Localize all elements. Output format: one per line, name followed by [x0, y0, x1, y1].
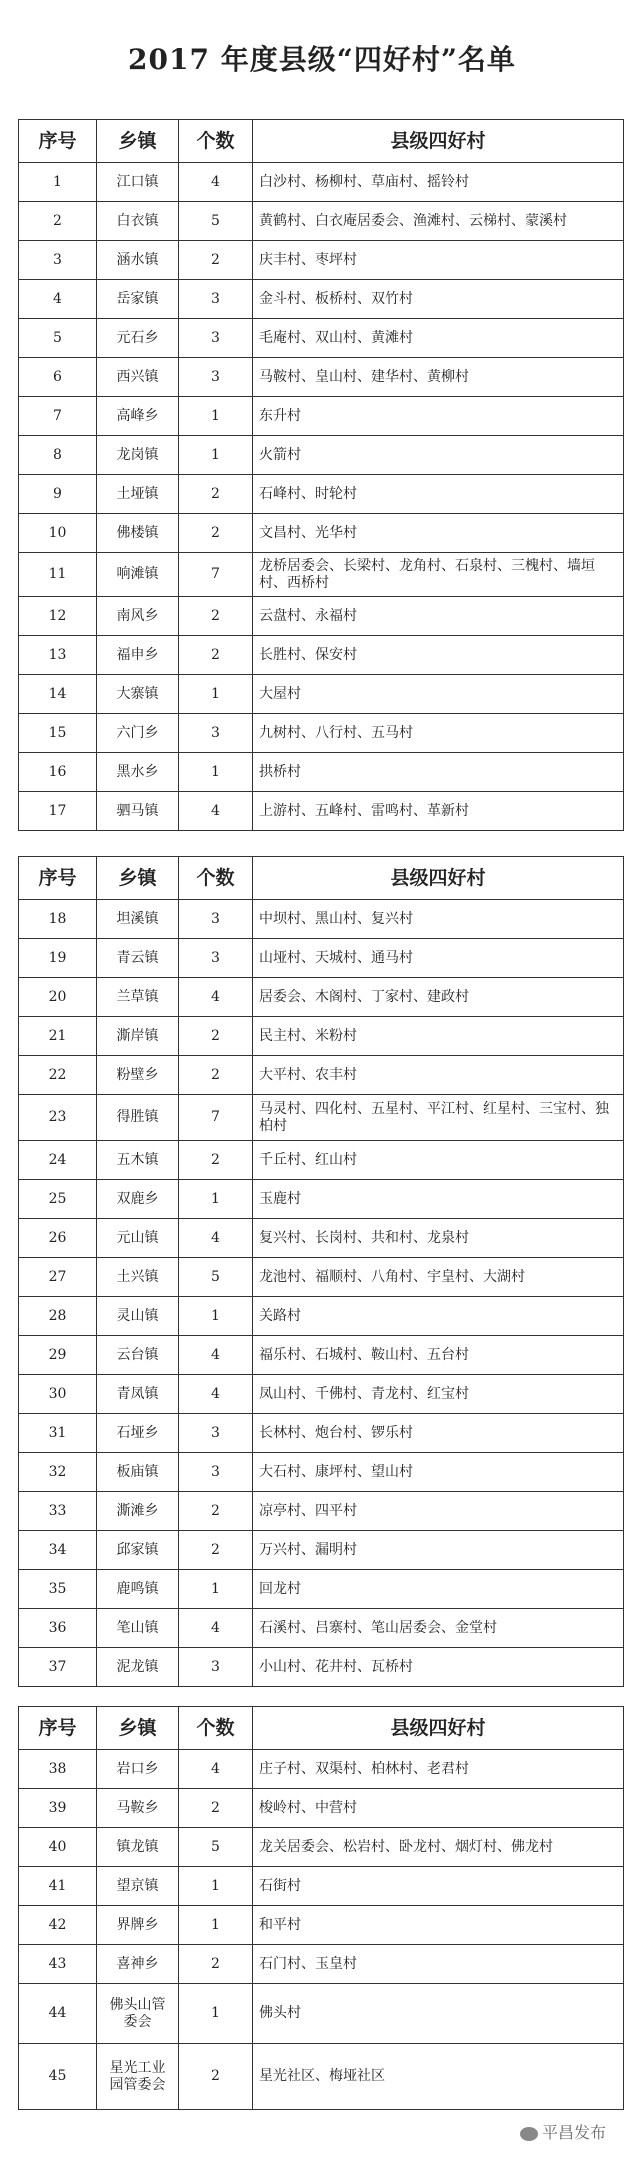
- cell-town: 西兴镇: [97, 358, 179, 397]
- table-row: [19, 753, 624, 792]
- cell-villages: 长林村、炮台村、锣乐村: [253, 1414, 624, 1453]
- table-row: [19, 1336, 624, 1375]
- cell-town: 大寨镇: [97, 675, 179, 714]
- cell-town: 星光工业园管委会: [97, 2044, 179, 2110]
- header-count: 个数: [179, 1707, 253, 1750]
- cell-count: 2: [179, 1492, 253, 1531]
- table-row: [19, 1453, 624, 1492]
- cell-town: 黑水乡: [97, 753, 179, 792]
- cell-town: 板庙镇: [97, 1453, 179, 1492]
- cell-town: 兰草镇: [97, 978, 179, 1017]
- cell-villages: 凉亭村、四平村: [253, 1492, 624, 1531]
- cell-seq: 17: [19, 792, 97, 831]
- cell-town: 镇龙镇: [97, 1828, 179, 1867]
- cell-villages: 白沙村、杨柳村、草庙村、摇铃村: [253, 163, 624, 202]
- header-villages: 县级四好村: [253, 1707, 624, 1750]
- table-row: [19, 202, 624, 241]
- table-row: [19, 1297, 624, 1336]
- header-villages: 县级四好村: [253, 120, 624, 163]
- cell-seq: 5: [19, 319, 97, 358]
- cell-town: 澌滩乡: [97, 1492, 179, 1531]
- cell-count: 3: [179, 1648, 253, 1687]
- cell-town: 佛楼镇: [97, 514, 179, 553]
- cell-town: 龙岗镇: [97, 436, 179, 475]
- cell-town: 白衣镇: [97, 202, 179, 241]
- table-row: [19, 939, 624, 978]
- cell-count: 2: [179, 1017, 253, 1056]
- cell-town: 邱家镇: [97, 1531, 179, 1570]
- table-row: [19, 636, 624, 675]
- cell-town: 灵山镇: [97, 1297, 179, 1336]
- cell-count: 2: [179, 475, 253, 514]
- cell-count: 7: [179, 1095, 253, 1141]
- cell-town: 粉壁乡: [97, 1056, 179, 1095]
- cell-seq: 12: [19, 597, 97, 636]
- table-row: [19, 241, 624, 280]
- cell-town: 望京镇: [97, 1867, 179, 1906]
- cell-villages: 拱桥村: [253, 753, 624, 792]
- cell-seq: 22: [19, 1056, 97, 1095]
- cell-villages: 东升村: [253, 397, 624, 436]
- table-row: [19, 514, 624, 553]
- table-row: [19, 1828, 624, 1867]
- cell-count: 4: [179, 978, 253, 1017]
- table-header-row: [19, 857, 624, 900]
- cell-count: 2: [179, 1945, 253, 1984]
- cell-count: 3: [179, 1453, 253, 1492]
- header-town: 乡镇: [97, 120, 179, 163]
- cell-villages: 黄鹤村、白衣庵居委会、渔滩村、云梯村、蒙溪村: [253, 202, 624, 241]
- cell-villages: 中坝村、黑山村、复兴村: [253, 900, 624, 939]
- cell-town: 驷马镇: [97, 792, 179, 831]
- four-good-villages-table-part-2: [18, 856, 624, 1687]
- table-row: [19, 163, 624, 202]
- cell-seq: 8: [19, 436, 97, 475]
- cell-count: 1: [179, 397, 253, 436]
- cell-seq: 28: [19, 1297, 97, 1336]
- table-row: [19, 1531, 624, 1570]
- cell-town: 界牌乡: [97, 1906, 179, 1945]
- cell-town: 涵水镇: [97, 241, 179, 280]
- table-row: [19, 475, 624, 514]
- cell-villages: 龙桥居委会、长梁村、龙角村、石泉村、三槐村、墙垣村、西桥村: [253, 553, 624, 597]
- table-row: [19, 792, 624, 831]
- cell-seq: 38: [19, 1750, 97, 1789]
- cell-seq: 25: [19, 1180, 97, 1219]
- cell-count: 1: [179, 1297, 253, 1336]
- cell-villages: 庄子村、双渠村、柏林村、老君村: [253, 1750, 624, 1789]
- cell-seq: 11: [19, 553, 97, 597]
- cell-seq: 4: [19, 280, 97, 319]
- table-row: [19, 1984, 624, 2044]
- cell-count: 2: [179, 1056, 253, 1095]
- watermark: [520, 2120, 606, 2143]
- cell-villages: 回龙村: [253, 1570, 624, 1609]
- cell-seq: 16: [19, 753, 97, 792]
- table-row: [19, 1056, 624, 1095]
- cell-town: 五木镇: [97, 1141, 179, 1180]
- cell-town: 笔山镇: [97, 1609, 179, 1648]
- table-row: [19, 900, 624, 939]
- table-row: [19, 1180, 624, 1219]
- cell-villages: 金斗村、板桥村、双竹村: [253, 280, 624, 319]
- header-seq: 序号: [19, 1707, 97, 1750]
- cell-seq: 43: [19, 1945, 97, 1984]
- cell-count: 3: [179, 939, 253, 978]
- cell-seq: 23: [19, 1095, 97, 1141]
- header-count: 个数: [179, 857, 253, 900]
- cell-seq: 33: [19, 1492, 97, 1531]
- header-town: 乡镇: [97, 1707, 179, 1750]
- cell-count: 2: [179, 1531, 253, 1570]
- cell-town: 澌岸镇: [97, 1017, 179, 1056]
- cell-villages: 马鞍村、皇山村、建华村、黄柳村: [253, 358, 624, 397]
- cell-seq: 13: [19, 636, 97, 675]
- cell-villages: 小山村、花井村、瓦桥村: [253, 1648, 624, 1687]
- page-title: 2017 年度县级“四好村”名单: [128, 43, 516, 76]
- cell-count: 1: [179, 436, 253, 475]
- cell-town: 岳家镇: [97, 280, 179, 319]
- cell-count: 3: [179, 1414, 253, 1453]
- cell-villages: 龙关居委会、松岩村、卧龙村、烟灯村、佛龙村: [253, 1828, 624, 1867]
- cell-count: 1: [179, 1867, 253, 1906]
- cell-town: 马鞍乡: [97, 1789, 179, 1828]
- cell-villages: 千丘村、红山村: [253, 1141, 624, 1180]
- table-row: [19, 1258, 624, 1297]
- cell-count: 1: [179, 753, 253, 792]
- cell-town: 岩口乡: [97, 1750, 179, 1789]
- cell-count: 1: [179, 1570, 253, 1609]
- cell-town: 佛头山管委会: [97, 1984, 179, 2044]
- table-row: [19, 675, 624, 714]
- table-row: [19, 1570, 624, 1609]
- cell-villages: 上游村、五峰村、雷鸣村、革新村: [253, 792, 624, 831]
- table-row: [19, 358, 624, 397]
- table-row: [19, 1017, 624, 1056]
- cell-villages: 星光社区、梅垭社区: [253, 2044, 624, 2110]
- cell-seq: 34: [19, 1531, 97, 1570]
- cell-seq: 27: [19, 1258, 97, 1297]
- header-town: 乡镇: [97, 857, 179, 900]
- cell-seq: 19: [19, 939, 97, 978]
- header-seq: 序号: [19, 857, 97, 900]
- cell-count: 7: [179, 553, 253, 597]
- cell-villages: 凤山村、千佛村、青龙村、红宝村: [253, 1375, 624, 1414]
- cell-town: 青凤镇: [97, 1375, 179, 1414]
- cell-count: 5: [179, 1258, 253, 1297]
- table-row: [19, 1219, 624, 1258]
- cell-seq: 18: [19, 900, 97, 939]
- cell-town: 福申乡: [97, 636, 179, 675]
- cell-count: 4: [179, 163, 253, 202]
- cell-count: 2: [179, 636, 253, 675]
- table-row: [19, 597, 624, 636]
- cell-count: 3: [179, 358, 253, 397]
- cell-count: 1: [179, 1906, 253, 1945]
- cell-count: 1: [179, 1984, 253, 2044]
- table-row: [19, 1789, 624, 1828]
- table-row: [19, 2044, 624, 2110]
- cell-villages: 云盘村、永福村: [253, 597, 624, 636]
- cell-town: 江口镇: [97, 163, 179, 202]
- cell-count: 4: [179, 792, 253, 831]
- cell-seq: 9: [19, 475, 97, 514]
- cell-seq: 31: [19, 1414, 97, 1453]
- cell-villages: 关路村: [253, 1297, 624, 1336]
- table-row: [19, 397, 624, 436]
- cell-count: 5: [179, 202, 253, 241]
- cell-villages: 大屋村: [253, 675, 624, 714]
- table-row: [19, 978, 624, 1017]
- header-count: 个数: [179, 120, 253, 163]
- cell-seq: 42: [19, 1906, 97, 1945]
- cell-town: 泥龙镇: [97, 1648, 179, 1687]
- cell-seq: 29: [19, 1336, 97, 1375]
- cell-villages: 毛庵村、双山村、黄滩村: [253, 319, 624, 358]
- cell-villages: 石峰村、时轮村: [253, 475, 624, 514]
- cell-seq: 24: [19, 1141, 97, 1180]
- cell-seq: 2: [19, 202, 97, 241]
- header-seq: 序号: [19, 120, 97, 163]
- cell-villages: 石街村: [253, 1867, 624, 1906]
- four-good-villages-table-part-1: [18, 119, 624, 831]
- cell-seq: 3: [19, 241, 97, 280]
- cell-seq: 20: [19, 978, 97, 1017]
- cell-count: 2: [179, 2044, 253, 2110]
- table-row: [19, 319, 624, 358]
- cell-seq: 7: [19, 397, 97, 436]
- cell-villages: 万兴村、漏明村: [253, 1531, 624, 1570]
- cell-count: 2: [179, 597, 253, 636]
- cell-villages: 火箭村: [253, 436, 624, 475]
- cell-count: 2: [179, 514, 253, 553]
- table-row: [19, 1867, 624, 1906]
- cell-count: 4: [179, 1219, 253, 1258]
- cell-town: 土垭镇: [97, 475, 179, 514]
- table-row: [19, 714, 624, 753]
- cell-town: 响滩镇: [97, 553, 179, 597]
- table-row: [19, 1095, 624, 1141]
- cell-town: 元石乡: [97, 319, 179, 358]
- table-header-row: [19, 120, 624, 163]
- cell-town: 六门乡: [97, 714, 179, 753]
- cell-seq: 14: [19, 675, 97, 714]
- cell-seq: 10: [19, 514, 97, 553]
- cell-seq: 45: [19, 2044, 97, 2110]
- cell-seq: 21: [19, 1017, 97, 1056]
- cell-count: 1: [179, 1180, 253, 1219]
- table-header-row: [19, 1707, 624, 1750]
- wechat-icon: [520, 2127, 538, 2141]
- cell-town: 青云镇: [97, 939, 179, 978]
- cell-villages: 石门村、玉皇村: [253, 1945, 624, 1984]
- cell-seq: 41: [19, 1867, 97, 1906]
- cell-count: 2: [179, 1141, 253, 1180]
- table-row: [19, 436, 624, 475]
- table-row: [19, 1750, 624, 1789]
- cell-villages: 民主村、米粉村: [253, 1017, 624, 1056]
- cell-count: 3: [179, 319, 253, 358]
- cell-seq: 37: [19, 1648, 97, 1687]
- cell-villages: 石溪村、吕寨村、笔山居委会、金堂村: [253, 1609, 624, 1648]
- cell-villages: 长胜村、保安村: [253, 636, 624, 675]
- cell-seq: 15: [19, 714, 97, 753]
- table-row: [19, 1648, 624, 1687]
- header-villages: 县级四好村: [253, 857, 624, 900]
- cell-town: 云台镇: [97, 1336, 179, 1375]
- table-row: [19, 1906, 624, 1945]
- table-row: [19, 1945, 624, 1984]
- cell-villages: 居委会、木阁村、丁家村、建政村: [253, 978, 624, 1017]
- watermark-text: 平昌发布: [542, 2123, 607, 2142]
- cell-count: 4: [179, 1336, 253, 1375]
- cell-villages: 文昌村、光华村: [253, 514, 624, 553]
- cell-villages: 复兴村、长岗村、共和村、龙泉村: [253, 1219, 624, 1258]
- cell-villages: 龙池村、福顺村、八角村、宇皇村、大湖村: [253, 1258, 624, 1297]
- four-good-villages-table-part-3: [18, 1706, 624, 2110]
- cell-villages: 马灵村、四化村、五星村、平江村、红星村、三宝村、独柏村: [253, 1095, 624, 1141]
- cell-villages: 九树村、八行村、五马村: [253, 714, 624, 753]
- cell-town: 高峰乡: [97, 397, 179, 436]
- cell-seq: 30: [19, 1375, 97, 1414]
- cell-seq: 32: [19, 1453, 97, 1492]
- cell-villages: 大石村、康坪村、望山村: [253, 1453, 624, 1492]
- table-row: [19, 1141, 624, 1180]
- cell-villages: 福乐村、石城村、鞍山村、五台村: [253, 1336, 624, 1375]
- cell-villages: 和平村: [253, 1906, 624, 1945]
- cell-villages: 庆丰村、枣坪村: [253, 241, 624, 280]
- table-row: [19, 1375, 624, 1414]
- cell-town: 土兴镇: [97, 1258, 179, 1297]
- cell-seq: 40: [19, 1828, 97, 1867]
- cell-count: 3: [179, 900, 253, 939]
- cell-town: 鹿鸣镇: [97, 1570, 179, 1609]
- cell-villages: 大平村、农丰村: [253, 1056, 624, 1095]
- cell-town: 喜神乡: [97, 1945, 179, 1984]
- cell-count: 5: [179, 1828, 253, 1867]
- table-row: [19, 280, 624, 319]
- table-row: [19, 1492, 624, 1531]
- table-row: [19, 1414, 624, 1453]
- cell-count: 3: [179, 280, 253, 319]
- cell-villages: 山垭村、天城村、通马村: [253, 939, 624, 978]
- cell-villages: 玉鹿村: [253, 1180, 624, 1219]
- cell-town: 元山镇: [97, 1219, 179, 1258]
- table-row: [19, 553, 624, 597]
- cell-villages: 佛头村: [253, 1984, 624, 2044]
- cell-villages: 梭岭村、中营村: [253, 1789, 624, 1828]
- cell-town: 南风乡: [97, 597, 179, 636]
- cell-town: 石垭乡: [97, 1414, 179, 1453]
- cell-seq: 26: [19, 1219, 97, 1258]
- cell-seq: 6: [19, 358, 97, 397]
- cell-count: 4: [179, 1750, 253, 1789]
- cell-count: 3: [179, 714, 253, 753]
- cell-count: 4: [179, 1375, 253, 1414]
- cell-count: 2: [179, 1789, 253, 1828]
- cell-town: 双鹿乡: [97, 1180, 179, 1219]
- cell-seq: 1: [19, 163, 97, 202]
- cell-count: 2: [179, 241, 253, 280]
- cell-seq: 36: [19, 1609, 97, 1648]
- cell-count: 4: [179, 1609, 253, 1648]
- cell-count: 1: [179, 675, 253, 714]
- cell-seq: 44: [19, 1984, 97, 2044]
- cell-seq: 35: [19, 1570, 97, 1609]
- cell-town: 坦溪镇: [97, 900, 179, 939]
- cell-seq: 39: [19, 1789, 97, 1828]
- table-row: [19, 1609, 624, 1648]
- cell-town: 得胜镇: [97, 1095, 179, 1141]
